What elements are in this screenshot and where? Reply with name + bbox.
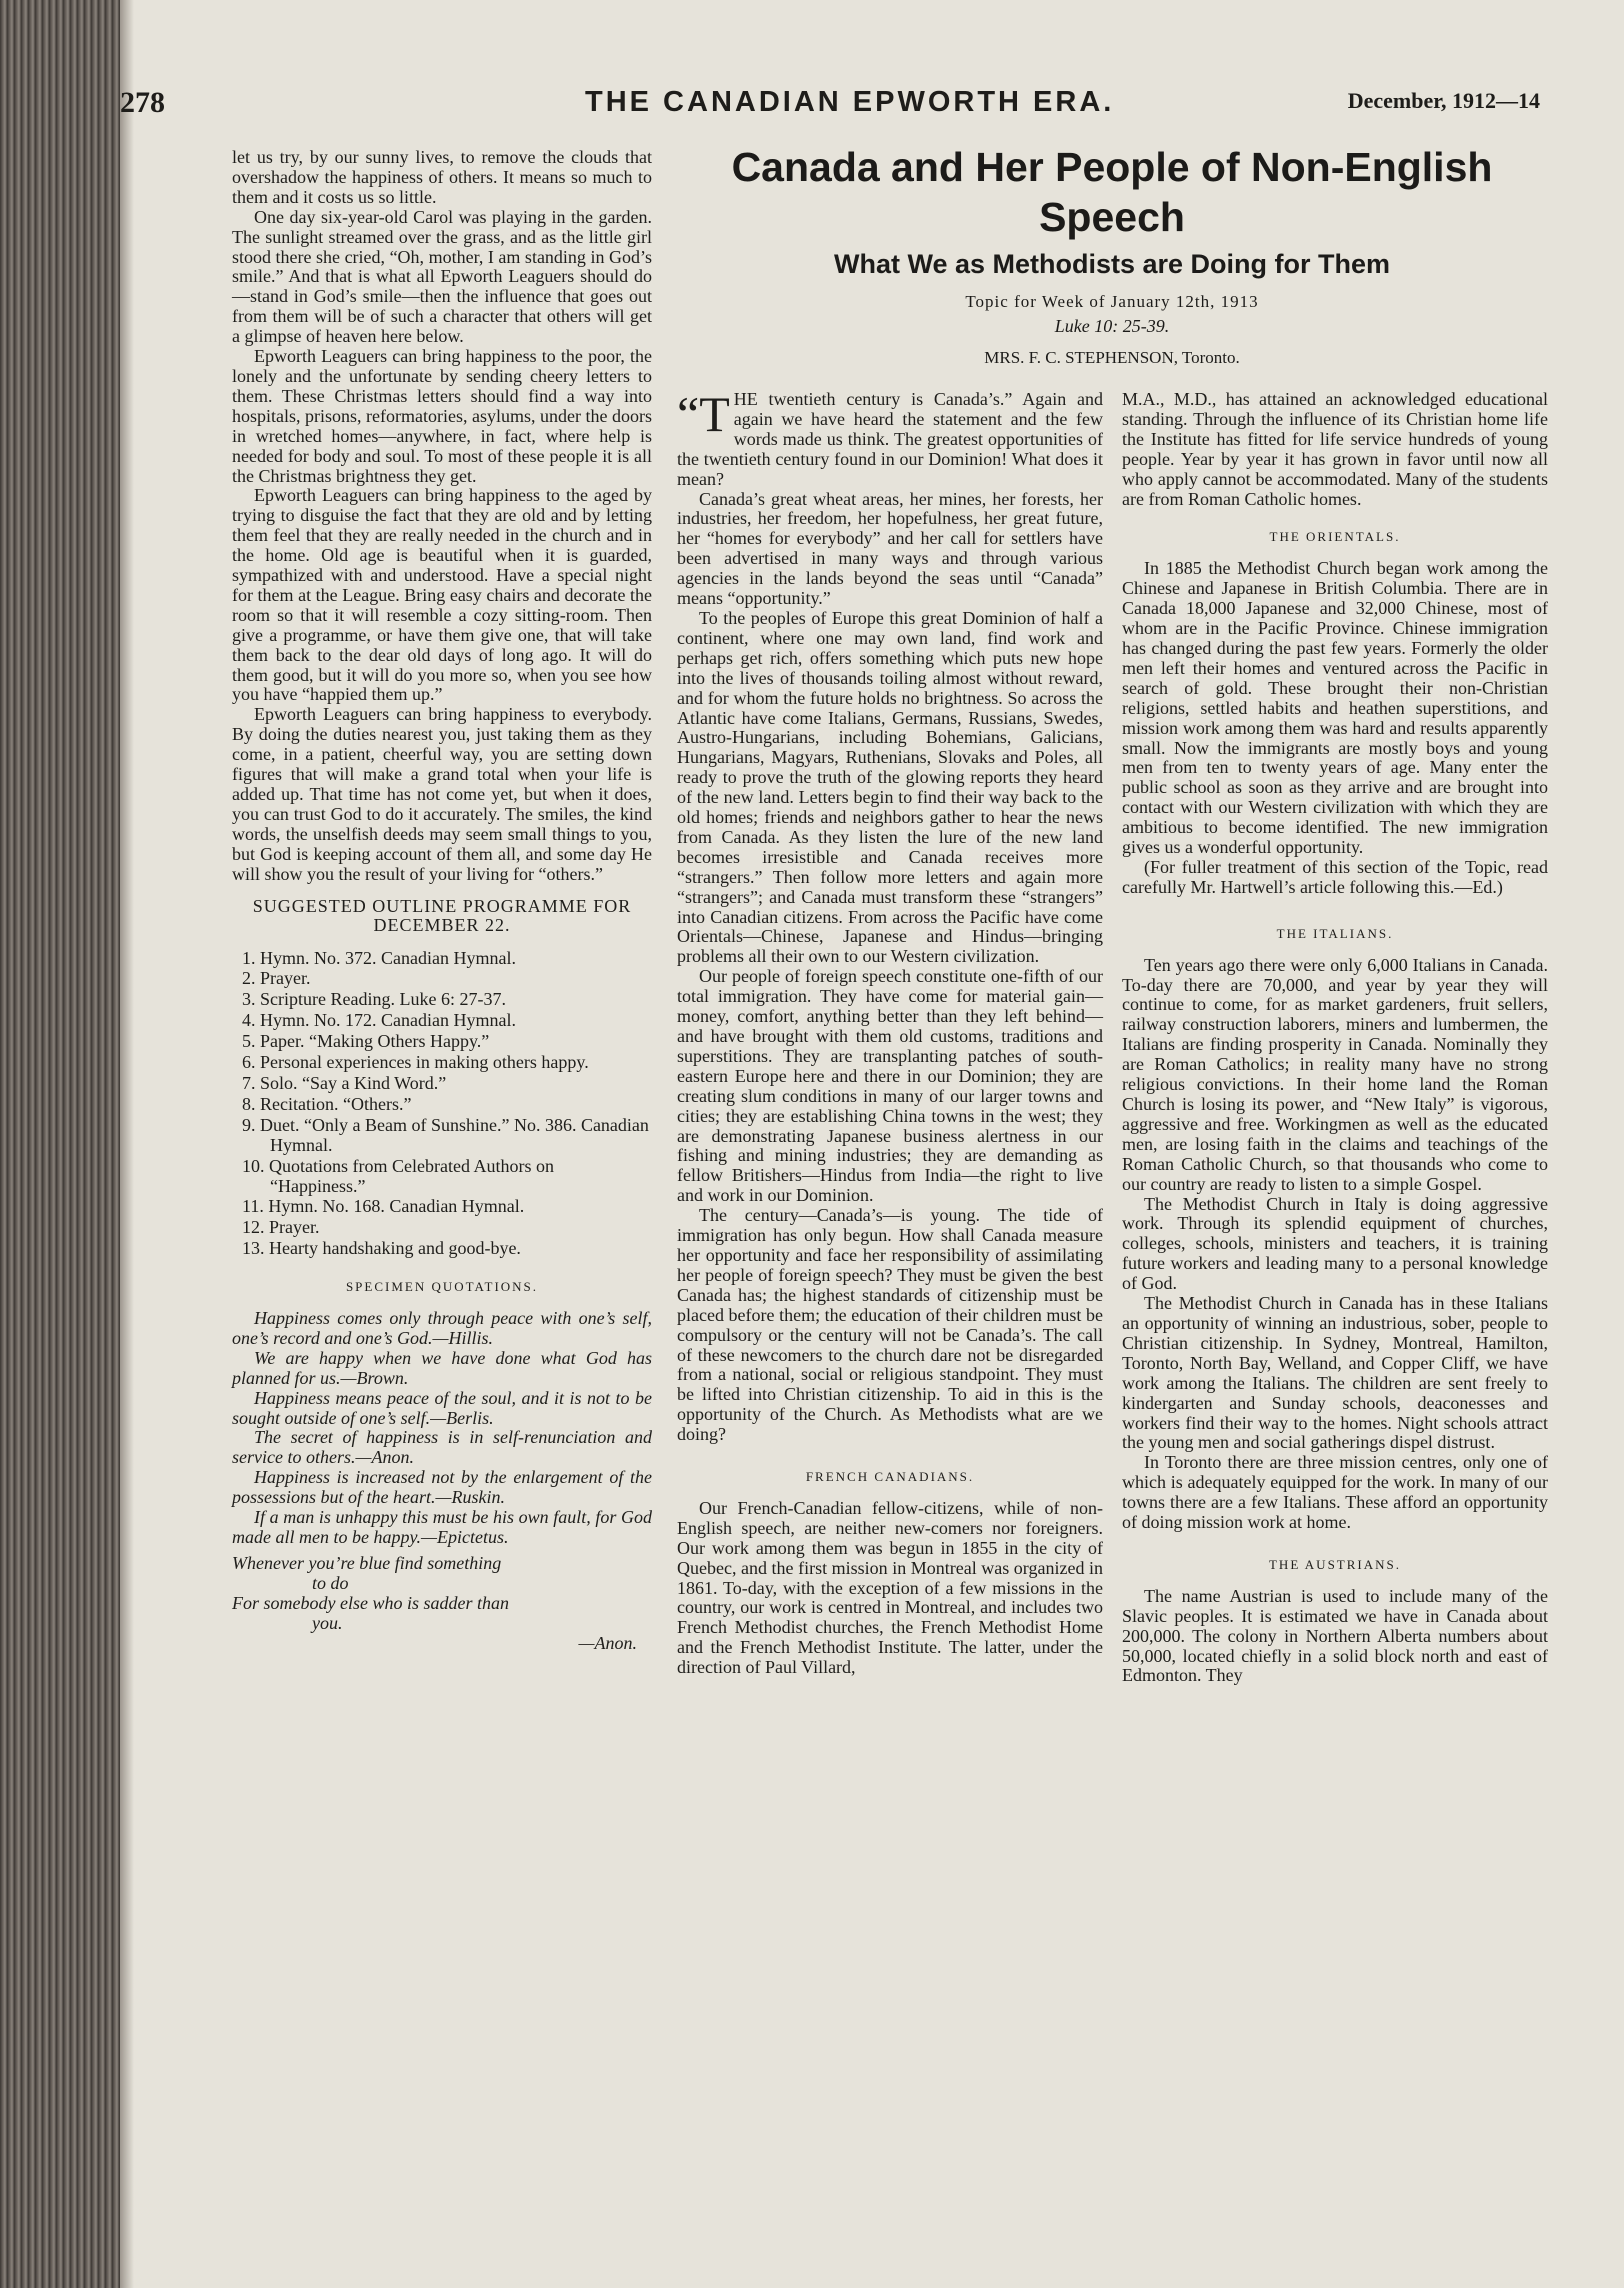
outline-item: 3. Scripture Reading. Luke 6: 27-37.	[242, 989, 506, 1010]
quotation: The secret of happiness is in self-renunciation and service to others.—Anon.	[232, 1427, 652, 1468]
intro-paragraph	[677, 386, 1103, 490]
outline-item: 4. Hymn. No. 172. Canadian Hymnal.	[242, 1010, 516, 1031]
paragraph: (For fuller treatment of this section of the Topic, read carefully Mr. Hartwell’s article following this.—Ed.)	[1122, 856, 1548, 897]
middle-column	[677, 386, 1103, 1678]
paragraph: Epworth Leaguers can bring happiness to the aged by trying to disguise the fact that they are old and by letting them feel that they are really needed in the church and in the home. Old age is beautiful when it is guarded, sympathized with and understood. Have a special night for them at the League. Bring easy chairs and decorate the room so that it will resemble a cozy sitting-room. Then give a programme, or have them give one, that will take them back to the dear old days of long ago. It will do them good, but it will do you more so, when you see how you have “happied them up.”	[232, 485, 652, 705]
poem-line: Whenever you’re blue find something	[232, 1552, 502, 1573]
article-author: MRS. F. C. STEPHENSON, Toronto.	[984, 348, 1240, 367]
paragraph: To the peoples of Europe this great Dominion of half a continent, where one may own land, find work and perhaps get rich, offers something which puts new hope into the lives of thousands toiling almost without reward, and for whom the future holds no brightness. So across the Atlantic have come Italians, Germans, Russians, Swedes, Austro-Hungarians, including Bohemians, Galicians, Hungarians, Magyars, Ruthenians, Slovaks and Poles, all ready to prove the truth of the glowing reports they heard of the new land. Letters begin to find their way back to the old homes; friends and neighbors gather to hear the news from Canada. As they listen the lure of the new land becomes irresistible and Canada receives more “strangers.” Then follow more letters and again more “strangers”; and Canada must transform these “strangers” into Canadian citizens. From across the Pacific have come Orientals—Chinese, Japanese and Hindus—bringing problems all their own to our Western civilization.	[677, 607, 1103, 967]
page-number: 278	[120, 86, 165, 119]
paragraph: Our people of foreign speech constitute one-fifth of our total immigration. They have come for material gain—money, comfort, anything better than they left behind—and have brought with them old customs, traditions and superstitions. They are transplanting patches of south-eastern Europe here and there in our Dominion; they are creating slum conditions in many of our larger towns and cities; they are establishing China towns in the west; they are demonstrating Japanese business alertness in our fishing and mining industries; they are demanding as fellow Britishers—Hindus from India—the right to live and work in our Dominion.	[677, 966, 1103, 1206]
quotation: Happiness means peace of the soul, and it is not to be sought outside of one’s self.—Berlis.	[232, 1387, 652, 1428]
paragraph: Epworth Leaguers can bring happiness to the poor, the lonely and the unfortunate by sending cheery letters to them. These Christmas letters should find a way into hospitals, prisons, reformatories, asylums, under the doors in wretched homes—anywhere, in fact, where help is needed for body and soul. To most of these people it is all the Christmas brightness they get.	[232, 346, 652, 486]
right-column	[1122, 390, 1548, 1686]
paragraph: The Methodist Church in Italy is doing aggressive work. Through its splendid equipment of churches, colleges, schools, ministers and teachers, it is training future workers and leading many to a personal knowledge of God.	[1122, 1193, 1548, 1294]
outline-list	[232, 949, 652, 1260]
outline-item: 10. Quotations from Celebrated Authors on “Happiness.”	[242, 1155, 554, 1196]
drop-cap: “T	[677, 386, 730, 442]
outline-item: 1. Hymn. No. 372. Canadian Hymnal.	[242, 947, 516, 968]
orientals-heading: THE ORIENTALS.	[1269, 529, 1401, 545]
outline-item: 11. Hymn. No. 168. Canadian Hymnal.	[242, 1196, 525, 1217]
outline-item: 8. Recitation. “Others.”	[242, 1093, 412, 1114]
italians-heading: THE ITALIANS.	[1276, 925, 1394, 941]
left-column	[232, 148, 652, 1653]
paragraph: Our French-Canadian fellow-citizens, while of non-English speech, are neither new-comers nor foreigners. Our work among them was begun in 1855 in the city of Quebec, and the first mission in Montreal was organized in 1861. To-day, with the exception of a few missions in the country, our work is centred in Montreal, and includes two French Methodist churches, the French Methodist Home and the French Methodist Institute. The latter, under the direction of Paul Villard,	[677, 1497, 1103, 1678]
paragraph: One day six-year-old Carol was playing in the garden. The sunlight streamed over the grass, and as the little girl stood there she cried, “Oh, mother, I am standing in God’s smile.” And that is what all Epworth Leaguers should do—stand in God’s smile—then the influence that goes out from them will be of such a character that others will get a glimpse of heaven here below.	[232, 206, 652, 347]
outline-item: 2. Prayer.	[242, 968, 311, 989]
paragraph: In Toronto there are three mission centres, only one of which is adequately equipped for the work. In many of our towns there are a few Italians. These afford an opportunity of doing mission work at home.	[1122, 1452, 1548, 1533]
page-gutter-shadow	[120, 0, 134, 2288]
page-header	[120, 86, 1540, 126]
poem-signature: —Anon.	[578, 1632, 637, 1653]
outline-item: 9. Duet. “Only a Beam of Sunshine.” No. 386. Canadian Hymnal.	[242, 1114, 649, 1155]
article-topic: Topic for Week of January 12th, 1913	[965, 292, 1259, 311]
quotation: If a man is unhappy this must be his own fault, for God made all men to be happy.—Epictetus.	[232, 1507, 652, 1547]
scripture-reference	[677, 316, 1547, 337]
paragraph: Canada’s great wheat areas, her mines, her forests, her industries, her freedom, her hopefulness, her great future, her “homes for everybody” and her call for settlers have been advertised in many ways and through various agencies in the lands beyond the seas until “Canada” means “opportunity.”	[677, 488, 1103, 609]
poem	[232, 1554, 652, 1654]
paragraph: The name Austrian is used to include many of the Slavic peoples. It is estimated we have in Canada about 200,000. The colony in Northern Alberta numbers about 50,000, located chiefly in a solid block north and east of Edmonton. They	[1122, 1585, 1548, 1686]
quotations	[232, 1309, 652, 1548]
article-title: Canada and Her People of Non-English Speech	[731, 144, 1493, 240]
paragraph: In 1885 the Methodist Church began work among the Chinese and Japanese in British Columbia. There are in Canada 18,000 Japanese and 32,000 Chinese, most of whom are in the Pacific Province. Chinese immigration has changed during the past few years. Formerly the older men left their homes and ventured across the Pacific in search of gold. These brought their non-Christian religions, settled habits and heathen superstitions, and mission work among them was hard and results apparently small. Now the immigrants are mostly boys and young men from ten to twenty years of age. Many enter the public school as soon as they arrive and are brought into contact with our Western civilization with which they are ambitious to become identified. The new immigration gives us a wonderful opportunity.	[1122, 558, 1548, 858]
outline-item: 5. Paper. “Making Others Happy.”	[242, 1031, 490, 1052]
poem-line: For somebody else who is sadder than	[232, 1592, 509, 1613]
outline-title: SUGGESTED OUTLINE PROGRAMME FOR DECEMBER 22.	[252, 895, 632, 935]
paragraph: let us try, by our sunny lives, to remove the clouds that overshadow the happiness of others. It means so much to them and it costs us so little.	[232, 147, 652, 207]
paragraph: M.A., M.D., has attained an acknowledged educational standing. Through the influence of its Christian home life the Institute has fitted for life service hundreds of young people. Year by year it has grown in favor until now all who apply cannot be accommodated. Many of the students are from Roman Catholic homes.	[1122, 389, 1548, 509]
scripture-reference-text: Luke 10: 25-39.	[1054, 316, 1170, 336]
intro-text: HE twentieth century is Canada’s.” Again and again we have heard the statement and the few words made us think. The greatest opportunities of the twentieth century found in our Dominion! What does it mean?	[677, 389, 1103, 489]
quotations-heading: SPECIMEN QUOTATIONS.	[345, 1279, 539, 1295]
masthead: THE CANADIAN EPWORTH ERA.	[585, 86, 1115, 118]
quotation: Happiness comes only through peace with one’s self, one’s record and one’s God.—Hillis.	[232, 1308, 652, 1348]
paragraph: Epworth Leaguers can bring happiness to everybody. By doing the duties nearest you, just taking them as they come, in a patient, cheerful way, you are setting down figures that will make a grand total when your life is added up. That time has not come yet, but when it does, you can trust God to do it accurately. The smiles, the kind words, the unselfish deeds may seem small things to you, but God is keeping account of them all, and some day He will show you the result of your living for “others.”	[232, 704, 652, 884]
quotation: Happiness is increased not by the enlargement of the possessions but of the heart.—Ruskin.	[232, 1467, 652, 1508]
article-subtitle: What We as Methodists are Doing for Them	[833, 249, 1391, 279]
outline-item: 13. Hearty handshaking and good-bye.	[242, 1238, 521, 1259]
paragraph: Ten years ago there were only 6,000 Italians in Canada. To-day there are 70,000, and year by year they will continue to come, for as market gardeners, fruit sellers, railway construction laborers, miners and lumbermen, the Italians are finding prosperity in Canada. Nominally they are Roman Catholics; in reality many have no strong religious convictions. In their home land the Roman Church is losing its power, and “New Italy” is vigorous, aggressive and free. Workingmen as well as the educated men, are losing faith in the claims and teachings of the Roman Catholic Church, so that thousands who come to our country are ready to listen to a simple Gospel.	[1122, 954, 1548, 1194]
poem-line: to do	[312, 1572, 349, 1593]
paragraph: The century—Canada’s—is young. The tide of immigration has only begun. How shall Canada measure her opportunity and face her responsibility of assimilating her people of foreign speech? They must be given the best Canada has; the highest standards of citizenship must be placed before them; the education of their children must be compulsory or the century will not be Canada’s. The call of these newcomers to the church dare not be disregarded from a national, social or religious standpoint. They must be lifted into Christian citizenship. To aid in this is the opportunity of the Church. As Methodists what are we doing?	[677, 1205, 1103, 1445]
issue-date: December, 1912—14	[1347, 88, 1540, 113]
outline-item: 6. Personal experiences in making others happy.	[242, 1052, 589, 1073]
austrians-heading: THE AUSTRIANS.	[1268, 1556, 1401, 1572]
french-canadians-heading: FRENCH CANADIANS.	[805, 1469, 975, 1485]
outline-item: 7. Solo. “Say a Kind Word.”	[242, 1072, 447, 1093]
poem-line: you.	[312, 1612, 343, 1633]
book-spine	[0, 0, 120, 2288]
outline-item: 12. Prayer.	[242, 1217, 320, 1238]
paragraph: The Methodist Church in Canada has in these Italians an opportunity of winning an industrious, sober, people to Christian citizenship. In Sydney, Montreal, Hamilton, Toronto, North Bay, Welland, and Copper Cliff, we have work among the Italians. The children are sent freely to kindergarten and Sunday schools, deaconesses and workers find their way to the homes. Night schools attract the young men and social gatherings dispel distrust.	[1122, 1293, 1548, 1453]
quotation: We are happy when we have done what God has planned for us.—Brown.	[232, 1347, 652, 1388]
